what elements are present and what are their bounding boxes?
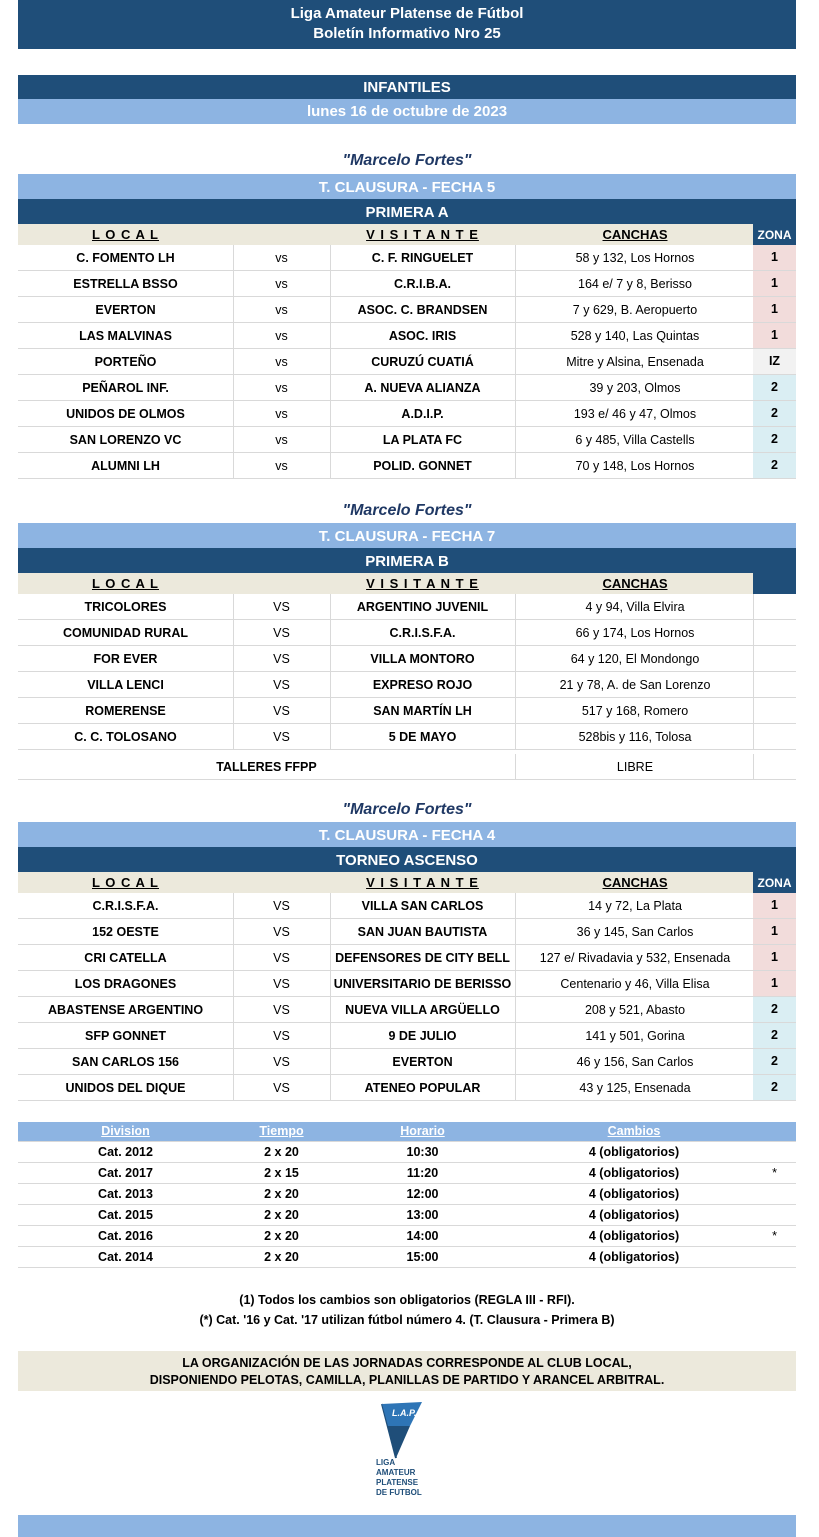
division-title: TORNEO ASCENSO bbox=[18, 847, 796, 872]
zone-cell: 2 bbox=[753, 1049, 796, 1074]
field-location: Mitre y Alsina, Ensenada bbox=[566, 355, 704, 369]
match-row bbox=[18, 724, 796, 750]
match-row bbox=[18, 594, 796, 620]
visiting-team: A. NUEVA ALIANZA bbox=[364, 381, 481, 395]
visiting-team: ARGENTINO JUVENIL bbox=[356, 600, 489, 614]
bulletin-number: Boletín Informativo Nro 25 bbox=[313, 25, 501, 42]
match-row bbox=[18, 997, 796, 1023]
vs-label: VS bbox=[273, 600, 290, 614]
visiting-team: CURUZÚ CUATIÁ bbox=[371, 355, 474, 369]
local-team: LOS DRAGONES bbox=[74, 977, 177, 991]
zone-cell: 2 bbox=[753, 375, 796, 400]
zone-cell: 2 bbox=[753, 453, 796, 478]
division-title: PRIMERA A bbox=[18, 199, 796, 224]
zone-cell: 1 bbox=[753, 297, 796, 322]
vs-label: vs bbox=[275, 407, 288, 421]
free-team: TALLERES FFPP bbox=[216, 760, 317, 774]
visiting-team: C.R.I.B.A. bbox=[394, 277, 451, 291]
zone-cell: IZ bbox=[753, 349, 796, 374]
schedule-row bbox=[18, 1205, 796, 1226]
canchas-header: CANCHAS bbox=[602, 875, 668, 890]
visiting-team: 5 DE MAYO bbox=[388, 730, 457, 744]
local-team: C. FOMENTO LH bbox=[76, 251, 175, 265]
division-cell: Cat. 2015 bbox=[98, 1208, 153, 1222]
visiting-team: ATENEO POPULAR bbox=[364, 1081, 481, 1095]
match-row bbox=[18, 971, 796, 997]
field-location: 43 y 125, Ensenada bbox=[579, 1081, 691, 1095]
free-label: LIBRE bbox=[616, 760, 654, 774]
visitante-header: V I S I T A N T E bbox=[366, 227, 479, 242]
field-location: 66 y 174, Los Hornos bbox=[575, 626, 695, 640]
local-team: 152 OESTE bbox=[92, 925, 159, 939]
zone-cell: 1 bbox=[753, 919, 796, 944]
visiting-team: EVERTON bbox=[392, 1055, 453, 1069]
field-location: 517 y 168, Romero bbox=[581, 704, 689, 718]
local-team: TRICOLORES bbox=[84, 600, 167, 614]
zona-header: ZONA bbox=[753, 224, 796, 245]
flag-text: L.A.P. bbox=[392, 1408, 417, 1418]
local-team: ABASTENSE ARGENTINO bbox=[47, 1003, 204, 1017]
match-row bbox=[18, 1049, 796, 1075]
schedule-row bbox=[18, 1163, 796, 1184]
visiting-team: LA PLATA FC bbox=[382, 433, 463, 447]
note-mark: * bbox=[772, 1229, 777, 1243]
field-location: 528 y 140, Las Quintas bbox=[570, 329, 700, 343]
match-row bbox=[18, 323, 796, 349]
tiempo-cell: 2 x 20 bbox=[264, 1145, 299, 1159]
field-location: 14 y 72, La Plata bbox=[588, 899, 682, 913]
column-headers bbox=[18, 224, 796, 245]
match-row bbox=[18, 427, 796, 453]
field-location: 208 y 521, Abasto bbox=[584, 1003, 686, 1017]
vs-label: vs bbox=[275, 355, 288, 369]
vs-label: VS bbox=[273, 951, 290, 965]
local-team: SAN LORENZO VC bbox=[69, 433, 182, 447]
division-cell: Cat. 2017 bbox=[98, 1166, 153, 1180]
local-team: UNIDOS DEL DIQUE bbox=[65, 1081, 186, 1095]
horario-cell: 14:00 bbox=[406, 1229, 439, 1243]
field-location: 58 y 132, Los Hornos bbox=[575, 251, 695, 265]
match-row bbox=[18, 672, 796, 698]
visiting-team: VILLA SAN CARLOS bbox=[361, 899, 484, 913]
local-team: VILLA LENCI bbox=[87, 678, 164, 692]
horario-cell: 11:20 bbox=[406, 1166, 439, 1180]
match-row bbox=[18, 646, 796, 672]
schedule-row bbox=[18, 1247, 796, 1268]
zone-cell: 1 bbox=[753, 945, 796, 970]
division-cell: Cat. 2012 bbox=[98, 1145, 153, 1159]
tiempo-cell: 2 x 20 bbox=[264, 1187, 299, 1201]
visiting-team: 9 DE JULIO bbox=[388, 1029, 457, 1043]
canchas-header: CANCHAS bbox=[602, 576, 668, 591]
field-location: 193 e/ 46 y 47, Olmos bbox=[573, 407, 697, 421]
local-team: C. C. TOLOSANO bbox=[74, 730, 177, 744]
column-headers bbox=[18, 872, 796, 893]
field-location: 7 y 629, B. Aeropuerto bbox=[572, 303, 698, 317]
note-changes: (1) Todos los cambios son obligatorios (REGLA III - RFI). bbox=[239, 1293, 575, 1307]
zone-cell: 1 bbox=[753, 971, 796, 996]
category-title: INFANTILES bbox=[18, 75, 796, 99]
match-row bbox=[18, 620, 796, 646]
cambios-cell: 4 (obligatorios) bbox=[588, 1166, 680, 1180]
visiting-team: C.R.I.S.F.A. bbox=[389, 626, 456, 640]
organization-line2: DISPONIENDO PELOTAS, CAMILLA, PLANILLAS DE PARTIDO Y ARANCEL ARBITRAL. bbox=[149, 1373, 665, 1387]
horario-cell: 13:00 bbox=[406, 1208, 439, 1222]
vs-label: VS bbox=[273, 678, 290, 692]
local-team: PORTEÑO bbox=[94, 355, 157, 369]
match-row bbox=[18, 297, 796, 323]
zone-cell: 1 bbox=[753, 271, 796, 296]
vs-label: vs bbox=[275, 251, 288, 265]
local-header: L O C A L bbox=[91, 227, 160, 242]
local-team: UNIDOS DE OLMOS bbox=[66, 407, 185, 421]
field-location: Centenario y 46, Villa Elisa bbox=[560, 977, 710, 991]
schedule-row bbox=[18, 1184, 796, 1205]
dedication: "Marcelo Fortes" bbox=[342, 801, 472, 818]
visiting-team: SAN JUAN BAUTISTA bbox=[357, 925, 488, 939]
league-name: Liga Amateur Platense de Fútbol bbox=[290, 5, 524, 22]
zone-cell: 2 bbox=[753, 1075, 796, 1100]
match-row bbox=[18, 245, 796, 271]
field-location: 528bis y 116, Tolosa bbox=[578, 730, 692, 744]
local-team: ROMERENSE bbox=[85, 704, 166, 718]
tiempo-cell: 2 x 20 bbox=[264, 1229, 299, 1243]
zone-cell: 2 bbox=[753, 401, 796, 426]
vs-label: VS bbox=[273, 1055, 290, 1069]
cambios-cell: 4 (obligatorios) bbox=[588, 1250, 680, 1264]
vs-label: vs bbox=[275, 303, 288, 317]
match-row bbox=[18, 271, 796, 297]
field-location: 36 y 145, San Carlos bbox=[576, 925, 694, 939]
field-location: 127 e/ Rivadavia y 532, Ensenada bbox=[539, 951, 731, 965]
vs-label: VS bbox=[273, 704, 290, 718]
match-row bbox=[18, 401, 796, 427]
visiting-team: NUEVA VILLA ARGÜELLO bbox=[345, 1003, 500, 1017]
match-row bbox=[18, 919, 796, 945]
zone-cell: 2 bbox=[753, 1023, 796, 1048]
local-header: L O C A L bbox=[91, 875, 160, 890]
local-team: COMUNIDAD RURAL bbox=[63, 626, 188, 640]
horario-col-header: Horario bbox=[400, 1124, 445, 1138]
match-row bbox=[18, 349, 796, 375]
cambios-cell: 4 (obligatorios) bbox=[588, 1145, 680, 1159]
vs-label: VS bbox=[273, 652, 290, 666]
zone-cell: 2 bbox=[753, 427, 796, 452]
organization-box bbox=[18, 1351, 796, 1391]
division-cell: Cat. 2013 bbox=[98, 1187, 153, 1201]
footer-bar bbox=[18, 1515, 796, 1537]
local-team: PEÑAROL INF. bbox=[82, 381, 169, 395]
canchas-header: CANCHAS bbox=[602, 227, 668, 242]
visitante-header: V I S I T A N T E bbox=[366, 576, 479, 591]
schedule-row bbox=[18, 1142, 796, 1163]
field-location: 4 y 94, Villa Elvira bbox=[585, 600, 685, 614]
division-cell: Cat. 2016 bbox=[98, 1229, 153, 1243]
tiempo-col-header: Tiempo bbox=[259, 1124, 304, 1138]
visiting-team: VILLA MONTORO bbox=[370, 652, 475, 666]
vs-label: vs bbox=[275, 433, 288, 447]
local-header: L O C A L bbox=[91, 576, 160, 591]
division-title: PRIMERA B bbox=[18, 548, 796, 573]
division-cell: Cat. 2014 bbox=[98, 1250, 153, 1264]
vs-label: VS bbox=[273, 1029, 290, 1043]
field-location: 70 y 148, Los Hornos bbox=[575, 459, 695, 473]
zone-cell: 1 bbox=[753, 893, 796, 918]
visitante-header: V I S I T A N T E bbox=[366, 875, 479, 890]
zone-cell: 1 bbox=[753, 245, 796, 270]
local-team: C.R.I.S.F.A. bbox=[92, 899, 159, 913]
free-team-row bbox=[18, 754, 796, 780]
match-row bbox=[18, 893, 796, 919]
dedication: "Marcelo Fortes" bbox=[342, 502, 472, 519]
note-ball: (*) Cat. '16 y Cat. '17 utilizan fútbol número 4. (T. Clausura - Primera B) bbox=[199, 1313, 615, 1327]
tiempo-cell: 2 x 20 bbox=[264, 1208, 299, 1222]
field-location: 21 y 78, A. de San Lorenzo bbox=[559, 678, 711, 692]
note-mark: * bbox=[772, 1166, 777, 1180]
vs-label: VS bbox=[273, 1081, 290, 1095]
vs-label: VS bbox=[273, 925, 290, 939]
visiting-team: SAN MARTÍN LH bbox=[373, 704, 472, 718]
vs-label: VS bbox=[273, 626, 290, 640]
cambios-cell: 4 (obligatorios) bbox=[588, 1229, 680, 1243]
field-location: 39 y 203, Olmos bbox=[589, 381, 681, 395]
league-logo bbox=[370, 1400, 440, 1515]
local-team: CRI CATELLA bbox=[84, 951, 167, 965]
logo-line: AMATEUR bbox=[376, 1468, 416, 1477]
organization-line1: LA ORGANIZACIÓN DE LAS JORNADAS CORRESPONDE AL CLUB LOCAL, bbox=[182, 1356, 632, 1370]
horario-cell: 15:00 bbox=[406, 1250, 439, 1264]
schedule-header bbox=[18, 1122, 796, 1142]
field-location: 141 y 501, Gorina bbox=[585, 1029, 685, 1043]
vs-label: vs bbox=[275, 459, 288, 473]
local-team: SAN CARLOS 156 bbox=[72, 1055, 179, 1069]
schedule-row bbox=[18, 1226, 796, 1247]
match-row bbox=[18, 1023, 796, 1049]
cambios-cell: 4 (obligatorios) bbox=[588, 1208, 680, 1222]
visiting-team: DEFENSORES DE CITY BELL bbox=[335, 951, 510, 965]
local-team: SFP GONNET bbox=[84, 1029, 167, 1043]
visiting-team: POLID. GONNET bbox=[373, 459, 472, 473]
tournament-title: T. CLAUSURA - FECHA 7 bbox=[18, 523, 796, 548]
visiting-team: UNIVERSITARIO DE BERISSO bbox=[333, 977, 512, 991]
horario-cell: 10:30 bbox=[406, 1145, 439, 1159]
logo-line: PLATENSE bbox=[376, 1478, 419, 1487]
field-location: 164 e/ 7 y 8, Berisso bbox=[578, 277, 692, 291]
date-title: lunes 16 de octubre de 2023 bbox=[18, 99, 796, 124]
match-row bbox=[18, 375, 796, 401]
visiting-team: EXPRESO ROJO bbox=[372, 678, 473, 692]
field-location: 6 y 485, Villa Castells bbox=[575, 433, 695, 447]
horario-cell: 12:00 bbox=[406, 1187, 439, 1201]
visiting-team: ASOC. C. BRANDSEN bbox=[357, 303, 488, 317]
visiting-team: ASOC. IRIS bbox=[388, 329, 457, 343]
zone-cell: 2 bbox=[753, 997, 796, 1022]
tiempo-cell: 2 x 15 bbox=[264, 1166, 299, 1180]
match-row bbox=[18, 453, 796, 479]
bulletin-header bbox=[18, 0, 796, 49]
cambios-cell: 4 (obligatorios) bbox=[588, 1187, 680, 1201]
local-team: ALUMNI LH bbox=[91, 459, 160, 473]
vs-label: vs bbox=[275, 277, 288, 291]
vs-label: vs bbox=[275, 381, 288, 395]
field-location: 64 y 120, El Mondongo bbox=[570, 652, 700, 666]
vs-label: VS bbox=[273, 730, 290, 744]
match-row bbox=[18, 698, 796, 724]
vs-label: VS bbox=[273, 977, 290, 991]
tournament-title: T. CLAUSURA - FECHA 4 bbox=[18, 822, 796, 847]
tiempo-cell: 2 x 20 bbox=[264, 1250, 299, 1264]
visiting-team: C. F. RINGUELET bbox=[371, 251, 474, 265]
match-row bbox=[18, 945, 796, 971]
zona-header: ZONA bbox=[753, 872, 796, 893]
local-team: LAS MALVINAS bbox=[79, 329, 172, 343]
division-col-header: Division bbox=[101, 1124, 150, 1138]
field-location: 46 y 156, San Carlos bbox=[576, 1055, 694, 1069]
vs-label: vs bbox=[275, 329, 288, 343]
vs-label: VS bbox=[273, 899, 290, 913]
column-headers bbox=[18, 573, 796, 594]
local-team: FOR EVER bbox=[93, 652, 158, 666]
visiting-team: A.D.I.P. bbox=[401, 407, 444, 421]
logo-line: DE FUTBOL bbox=[376, 1488, 422, 1497]
match-row bbox=[18, 1075, 796, 1101]
dedication: "Marcelo Fortes" bbox=[342, 152, 472, 169]
vs-label: VS bbox=[273, 1003, 290, 1017]
local-team: EVERTON bbox=[95, 303, 156, 317]
local-team: ESTRELLA BSSO bbox=[73, 277, 178, 291]
cambios-col-header: Cambios bbox=[607, 1124, 661, 1138]
tournament-title: T. CLAUSURA - FECHA 5 bbox=[18, 174, 796, 199]
zone-cell: 1 bbox=[753, 323, 796, 348]
logo-line: LIGA bbox=[376, 1458, 396, 1467]
